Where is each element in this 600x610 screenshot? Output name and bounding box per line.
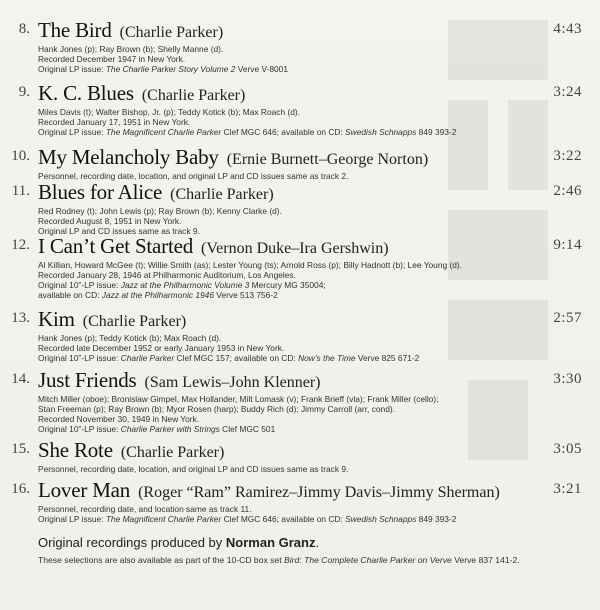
- track-number: 9.: [18, 84, 30, 100]
- track-detail-run: Personnel, recording date, and location same as track 11.: [38, 504, 252, 514]
- track-title: Blues for Alice: [38, 180, 163, 204]
- boxset-note: [38, 555, 582, 565]
- track-detail-run: Red Rodney (t); John Lewis (p); Ray Brown (b); Kenny Clarke (d).: [38, 206, 282, 216]
- track-detail-run: Personnel, recording date, location, and original LP and CD issues same as track 2.: [38, 171, 349, 181]
- track-composer: (Roger “Ram” Ramirez–Jimmy Davis–Jimmy Sherman): [138, 484, 500, 501]
- track-detail-line: [38, 290, 580, 300]
- track-detail-line: [38, 280, 580, 290]
- track-detail-line: [38, 333, 580, 343]
- track-title: My Melancholy Baby: [38, 145, 219, 169]
- track-entry: [0, 307, 600, 363]
- track-detail-run: The Magnificent Charlie Parker: [105, 127, 222, 137]
- track-details: [38, 260, 580, 300]
- track-detail-run: Charlie Parker with Strings: [120, 424, 220, 434]
- boxset-note-run: Bird: The Complete Charlie Parker on Verve: [284, 555, 452, 565]
- track-detail-run: Charlie Parker: [120, 353, 175, 363]
- producer-name: Norman Granz: [225, 535, 316, 550]
- track-detail-run: Jazz at the Philharmonic Volume 3: [120, 280, 250, 290]
- track-detail-run: Original LP issue:: [38, 64, 106, 74]
- track-detail-run: Recorded August 8, 1951 in New York.: [38, 216, 182, 226]
- track-detail-run: Verve 825 671-2: [355, 353, 420, 363]
- track-composer: (Charlie Parker): [170, 186, 274, 203]
- track-details: [38, 504, 580, 524]
- track-detail-line: [38, 514, 580, 524]
- track-detail-run: Verve 513 756-2: [213, 290, 278, 300]
- track-detail-run: Recorded late December 1952 or early January 1953 in New York.: [38, 343, 285, 353]
- track-duration: 3:21: [553, 481, 582, 497]
- track-detail-run: Miles Davis (t); Walter Bishop, Jr. (p); Teddy Kotick (b); Max Roach (d).: [38, 107, 301, 117]
- track-heading: [38, 145, 580, 170]
- track-entry: [0, 81, 600, 137]
- track-detail-run: available on CD:: [38, 290, 102, 300]
- track-title: The Bird: [38, 18, 112, 42]
- track-detail-line: [38, 54, 580, 64]
- track-details: [38, 206, 580, 236]
- track-detail-run: Recorded November 30, 1949 in New York.: [38, 414, 200, 424]
- track-detail-run: Hank Jones (p); Teddy Kotick (b); Max Roach (d).: [38, 333, 222, 343]
- track-detail-line: [38, 127, 580, 137]
- track-details: [38, 394, 580, 434]
- track-heading: [38, 234, 580, 259]
- track-detail-run: Jazz at the Philharmonic 1946: [101, 290, 214, 300]
- track-details: [38, 333, 580, 363]
- track-details: [38, 464, 580, 474]
- track-detail-run: Original 10”-LP issue:: [38, 424, 121, 434]
- track-heading: [38, 180, 580, 205]
- track-heading: [38, 438, 580, 463]
- track-duration: 3:22: [553, 148, 582, 164]
- track-title: She Rote: [38, 438, 113, 462]
- track-detail-run: Original LP and CD issues same as track 9.: [38, 226, 200, 236]
- track-detail-line: [38, 216, 580, 226]
- producer-credit-suffix: .: [315, 535, 320, 550]
- track-detail-run: Clef MGC 157; available on CD:: [174, 353, 299, 363]
- track-detail-run: Clef MGC 501: [219, 424, 276, 434]
- track-detail-run: Recorded January 28, 1946 at Philharmonic Auditorium, Los Angeles.: [38, 270, 296, 280]
- track-detail-run: Now’s the Time: [298, 353, 356, 363]
- track-number: 10.: [11, 148, 30, 164]
- track-number: 11.: [11, 183, 30, 199]
- track-number: 14.: [11, 371, 30, 387]
- track-composer: (Sam Lewis–John Klenner): [144, 374, 321, 391]
- producer-credit-prefix: Original recordings produced by: [38, 535, 226, 550]
- track-detail-run: Swedish Schnapps: [345, 127, 417, 137]
- track-detail-line: [38, 270, 580, 280]
- track-detail-run: 849 393-2: [416, 514, 457, 524]
- track-detail-line: [38, 107, 580, 117]
- track-detail-run: Original 10”-LP issue:: [38, 353, 121, 363]
- track-duration: 4:43: [553, 21, 582, 37]
- track-detail-run: Original LP issue:: [38, 514, 106, 524]
- track-title: I Can’t Get Started: [38, 234, 194, 258]
- track-composer: (Charlie Parker): [120, 444, 225, 461]
- track-detail-line: [38, 504, 580, 514]
- boxset-note-run: Verve 837 141-2.: [451, 555, 520, 565]
- track-entry: [0, 234, 600, 300]
- track-title: Lover Man: [38, 478, 131, 502]
- track-number: 12.: [11, 237, 30, 253]
- track-detail-run: Hank Jones (p); Ray Brown (b); Shelly Manne (d).: [38, 44, 224, 54]
- track-detail-line: [38, 353, 580, 363]
- track-detail-run: The Charlie Parker Story Volume 2: [105, 64, 236, 74]
- track-heading: [38, 307, 580, 332]
- credits-footer: [38, 535, 582, 565]
- track-number: 16.: [11, 481, 30, 497]
- producer-credit: [38, 535, 582, 550]
- track-number: 15.: [11, 441, 30, 457]
- track-detail-run: Clef MGC 646; available on CD:: [221, 514, 346, 524]
- track-duration: 2:57: [553, 310, 582, 326]
- track-detail-line: [38, 260, 580, 270]
- track-title: K. C. Blues: [38, 81, 134, 105]
- boxset-note-run: These selections are also available as part of the 10-CD box set: [38, 555, 285, 565]
- track-detail-run: Stan Freeman (p); Ray Brown (b); Myor Rosen (harp); Buddy Rich (d); Jimmy Carroll (arr, cond).: [38, 404, 395, 414]
- track-detail-line: [38, 464, 580, 474]
- track-heading: [38, 368, 580, 393]
- track-detail-line: [38, 44, 580, 54]
- track-detail-line: [38, 206, 580, 216]
- track-detail-run: The Magnificent Charlie Parker: [105, 514, 222, 524]
- track-detail-run: Swedish Schnapps: [345, 514, 417, 524]
- track-detail-line: [38, 343, 580, 353]
- track-heading: [38, 81, 580, 106]
- track-duration: 3:30: [553, 371, 582, 387]
- track-detail-run: Original 10”-LP issue:: [38, 280, 121, 290]
- track-detail-run: Al Killian, Howard McGee (t); Willie Smith (as); Lester Young (ts); Arnold Ross (p); Billy Hadnott (b); Lee Young (d).: [38, 260, 463, 270]
- track-number: 13.: [11, 310, 30, 326]
- track-duration: 2:46: [553, 183, 582, 199]
- track-heading: [38, 478, 580, 503]
- track-entry: [0, 18, 600, 74]
- track-composer: (Charlie Parker): [141, 87, 246, 104]
- track-entry: [0, 438, 600, 474]
- track-detail-run: Verve V-8001: [235, 64, 288, 74]
- track-composer: (Charlie Parker): [82, 313, 187, 330]
- track-title: Just Friends: [38, 368, 137, 392]
- track-composer: (Vernon Duke–Ira Gershwin): [201, 240, 389, 257]
- track-entry: [0, 478, 600, 524]
- track-detail-line: [38, 64, 580, 74]
- track-detail-line: [38, 404, 580, 414]
- track-detail-run: Recorded December 1947 in New York.: [38, 54, 186, 64]
- track-duration: 9:14: [553, 237, 582, 253]
- track-detail-line: [38, 424, 580, 434]
- track-entry: [0, 145, 600, 181]
- track-detail-run: Clef MGC 646; available on CD:: [221, 127, 346, 137]
- track-detail-line: [38, 414, 580, 424]
- track-detail-run: Original LP issue:: [38, 127, 106, 137]
- track-detail-run: Personnel, recording date, location, and original LP and CD issues same as track 9.: [38, 464, 349, 474]
- track-detail-run: Mercury MG 35004;: [249, 280, 326, 290]
- track-composer: (Charlie Parker): [119, 24, 224, 41]
- track-entry: [0, 368, 600, 434]
- track-detail-run: Recorded January 17, 1951 in New York.: [38, 117, 191, 127]
- track-duration: 3:05: [553, 441, 582, 457]
- track-composer: (Ernie Burnett–George Norton): [226, 151, 429, 168]
- track-details: [38, 44, 580, 74]
- track-heading: [38, 18, 580, 43]
- track-entry: [0, 180, 600, 236]
- track-detail-run: 849 393-2: [416, 127, 457, 137]
- track-detail-line: [38, 394, 580, 404]
- track-duration: 3:24: [553, 84, 582, 100]
- track-number: 8.: [18, 21, 30, 37]
- track-details: [38, 107, 580, 137]
- track-title: Kim: [38, 307, 75, 331]
- track-detail-run: Mitch Miller (oboe); Bronislaw Gimpel, Max Hollander, Milt Lomask (v); Frank Brieff (vla); Frank Miller (cello);: [38, 394, 439, 404]
- track-detail-line: [38, 117, 580, 127]
